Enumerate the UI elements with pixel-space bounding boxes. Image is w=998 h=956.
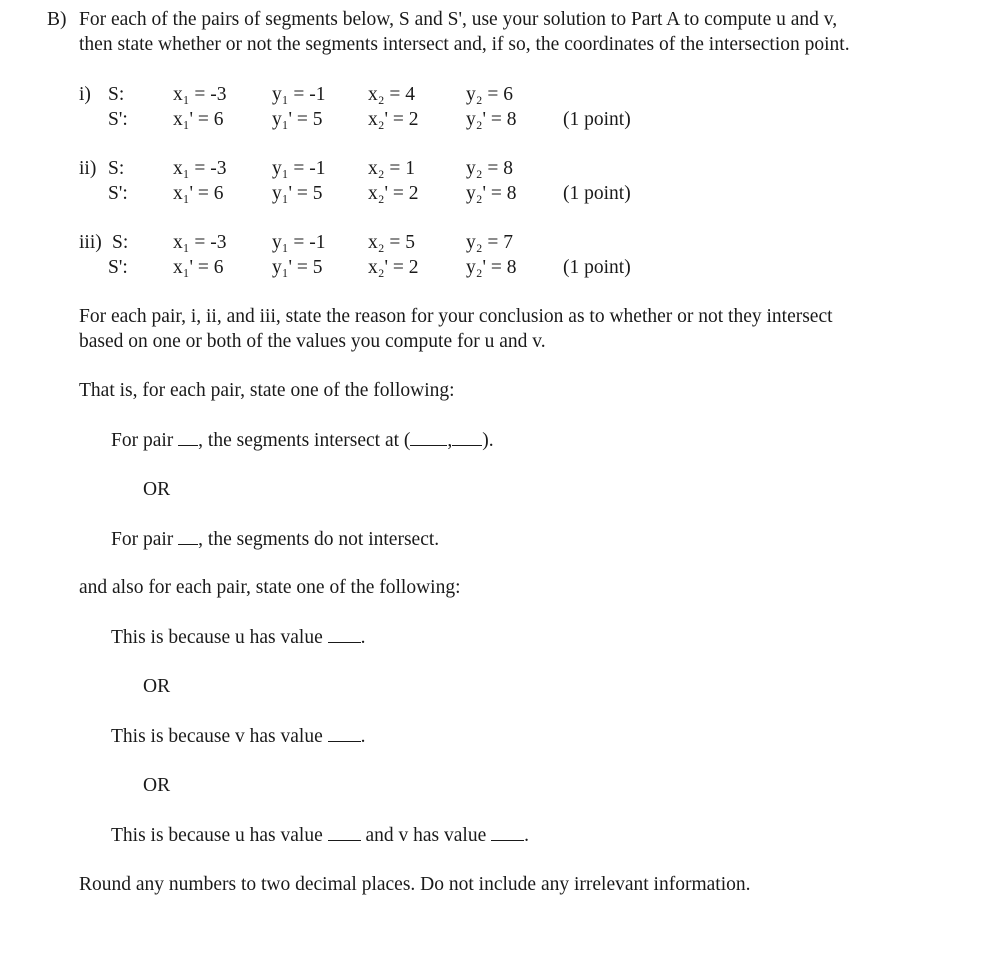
reason-line-2: based on one or both of the values you compute for u and v.	[79, 331, 546, 352]
intro-line-2: then state whether or not the segments intersect and, if so, the coordinates of the intersection point.	[79, 34, 850, 55]
sp-y1: y₁' = 5	[272, 183, 323, 204]
sp-x2: x₂' = 2	[368, 257, 419, 278]
s-x1: x₁ = -3	[173, 158, 227, 179]
because-text: This is because u has value	[111, 825, 323, 846]
round-note: Round any numbers to two decimal places. Do not include any irrelevant information.	[79, 874, 751, 895]
because-text: This is because v has value	[111, 726, 323, 747]
s-y1: y₁ = -1	[272, 158, 326, 179]
pair-blank	[178, 542, 198, 545]
because-both-line	[111, 826, 529, 846]
segment-s-prime-label: S':	[108, 183, 128, 204]
because-v-line	[111, 727, 365, 747]
s-y2: y₂ = 8	[466, 158, 514, 179]
segment-s-label: S:	[108, 158, 125, 179]
pair-blank	[178, 443, 198, 446]
period: .	[360, 726, 366, 747]
pair-label: iii)	[79, 232, 102, 253]
u-blank	[328, 838, 361, 841]
option-no-intersect-line	[111, 530, 439, 550]
s-x1: x₁ = -3	[173, 84, 227, 105]
because-text-2: and v has value	[365, 825, 487, 846]
x-blank	[410, 443, 447, 446]
s-x1: x₁ = -3	[173, 232, 227, 253]
option-intersect-line	[111, 431, 494, 451]
option-suffix: ).	[482, 430, 494, 451]
also-line: and also for each pair, state one of the following:	[79, 577, 461, 598]
sp-x2: x₂' = 2	[368, 109, 419, 130]
segment-s-label: S:	[108, 84, 125, 105]
sp-y1: y₁' = 5	[272, 257, 323, 278]
option-prefix: For pair	[111, 529, 174, 550]
s-y1: y₁ = -1	[272, 232, 326, 253]
s-x2: x₂ = 5	[368, 232, 416, 253]
because-text: This is because u has value	[111, 627, 323, 648]
sp-y1: y₁' = 5	[272, 109, 323, 130]
u-blank	[328, 640, 361, 643]
intro-line-1: For each of the pairs of segments below, S and S', use your solution to Part A to compute u and v,	[79, 9, 838, 30]
or-label: OR	[143, 479, 171, 500]
sp-x1: x₁' = 6	[173, 109, 224, 130]
s-y2: y₂ = 7	[466, 232, 514, 253]
sp-x2: x₂' = 2	[368, 183, 419, 204]
points-label: (1 point)	[563, 109, 631, 130]
sp-y2: y₂' = 8	[466, 183, 517, 204]
segment-s-label: S:	[112, 232, 129, 253]
segment-s-prime-label: S':	[108, 257, 128, 278]
s-y2: y₂ = 6	[466, 84, 514, 105]
y-blank	[452, 443, 482, 446]
sp-y2: y₂' = 8	[466, 257, 517, 278]
s-x2: x₂ = 1	[368, 158, 416, 179]
segment-s-prime-label: S':	[108, 109, 128, 130]
reason-line-1: For each pair, i, ii, and iii, state the reason for your conclusion as to whether or not they intersect	[79, 306, 833, 327]
v-blank	[328, 739, 361, 742]
or-label: OR	[143, 676, 171, 697]
s-y1: y₁ = -1	[272, 84, 326, 105]
period: .	[360, 627, 366, 648]
pair-label: i)	[79, 84, 91, 105]
points-label: (1 point)	[563, 257, 631, 278]
pair-label: ii)	[79, 158, 97, 179]
option-suffix: , the segments do not intersect.	[198, 529, 440, 550]
because-u-line	[111, 628, 365, 648]
s-x2: x₂ = 4	[368, 84, 416, 105]
points-label: (1 point)	[563, 183, 631, 204]
sp-x1: x₁' = 6	[173, 257, 224, 278]
option-comma: ,	[447, 430, 453, 451]
sp-y2: y₂' = 8	[466, 109, 517, 130]
option-middle: , the segments intersect at (	[198, 430, 411, 451]
option-prefix: For pair	[111, 430, 174, 451]
or-label: OR	[143, 775, 171, 796]
period: .	[524, 825, 529, 846]
sp-x1: x₁' = 6	[173, 183, 224, 204]
part-label: B)	[47, 9, 67, 30]
v-blank	[491, 838, 524, 841]
that-is-line: That is, for each pair, state one of the following:	[79, 380, 455, 401]
